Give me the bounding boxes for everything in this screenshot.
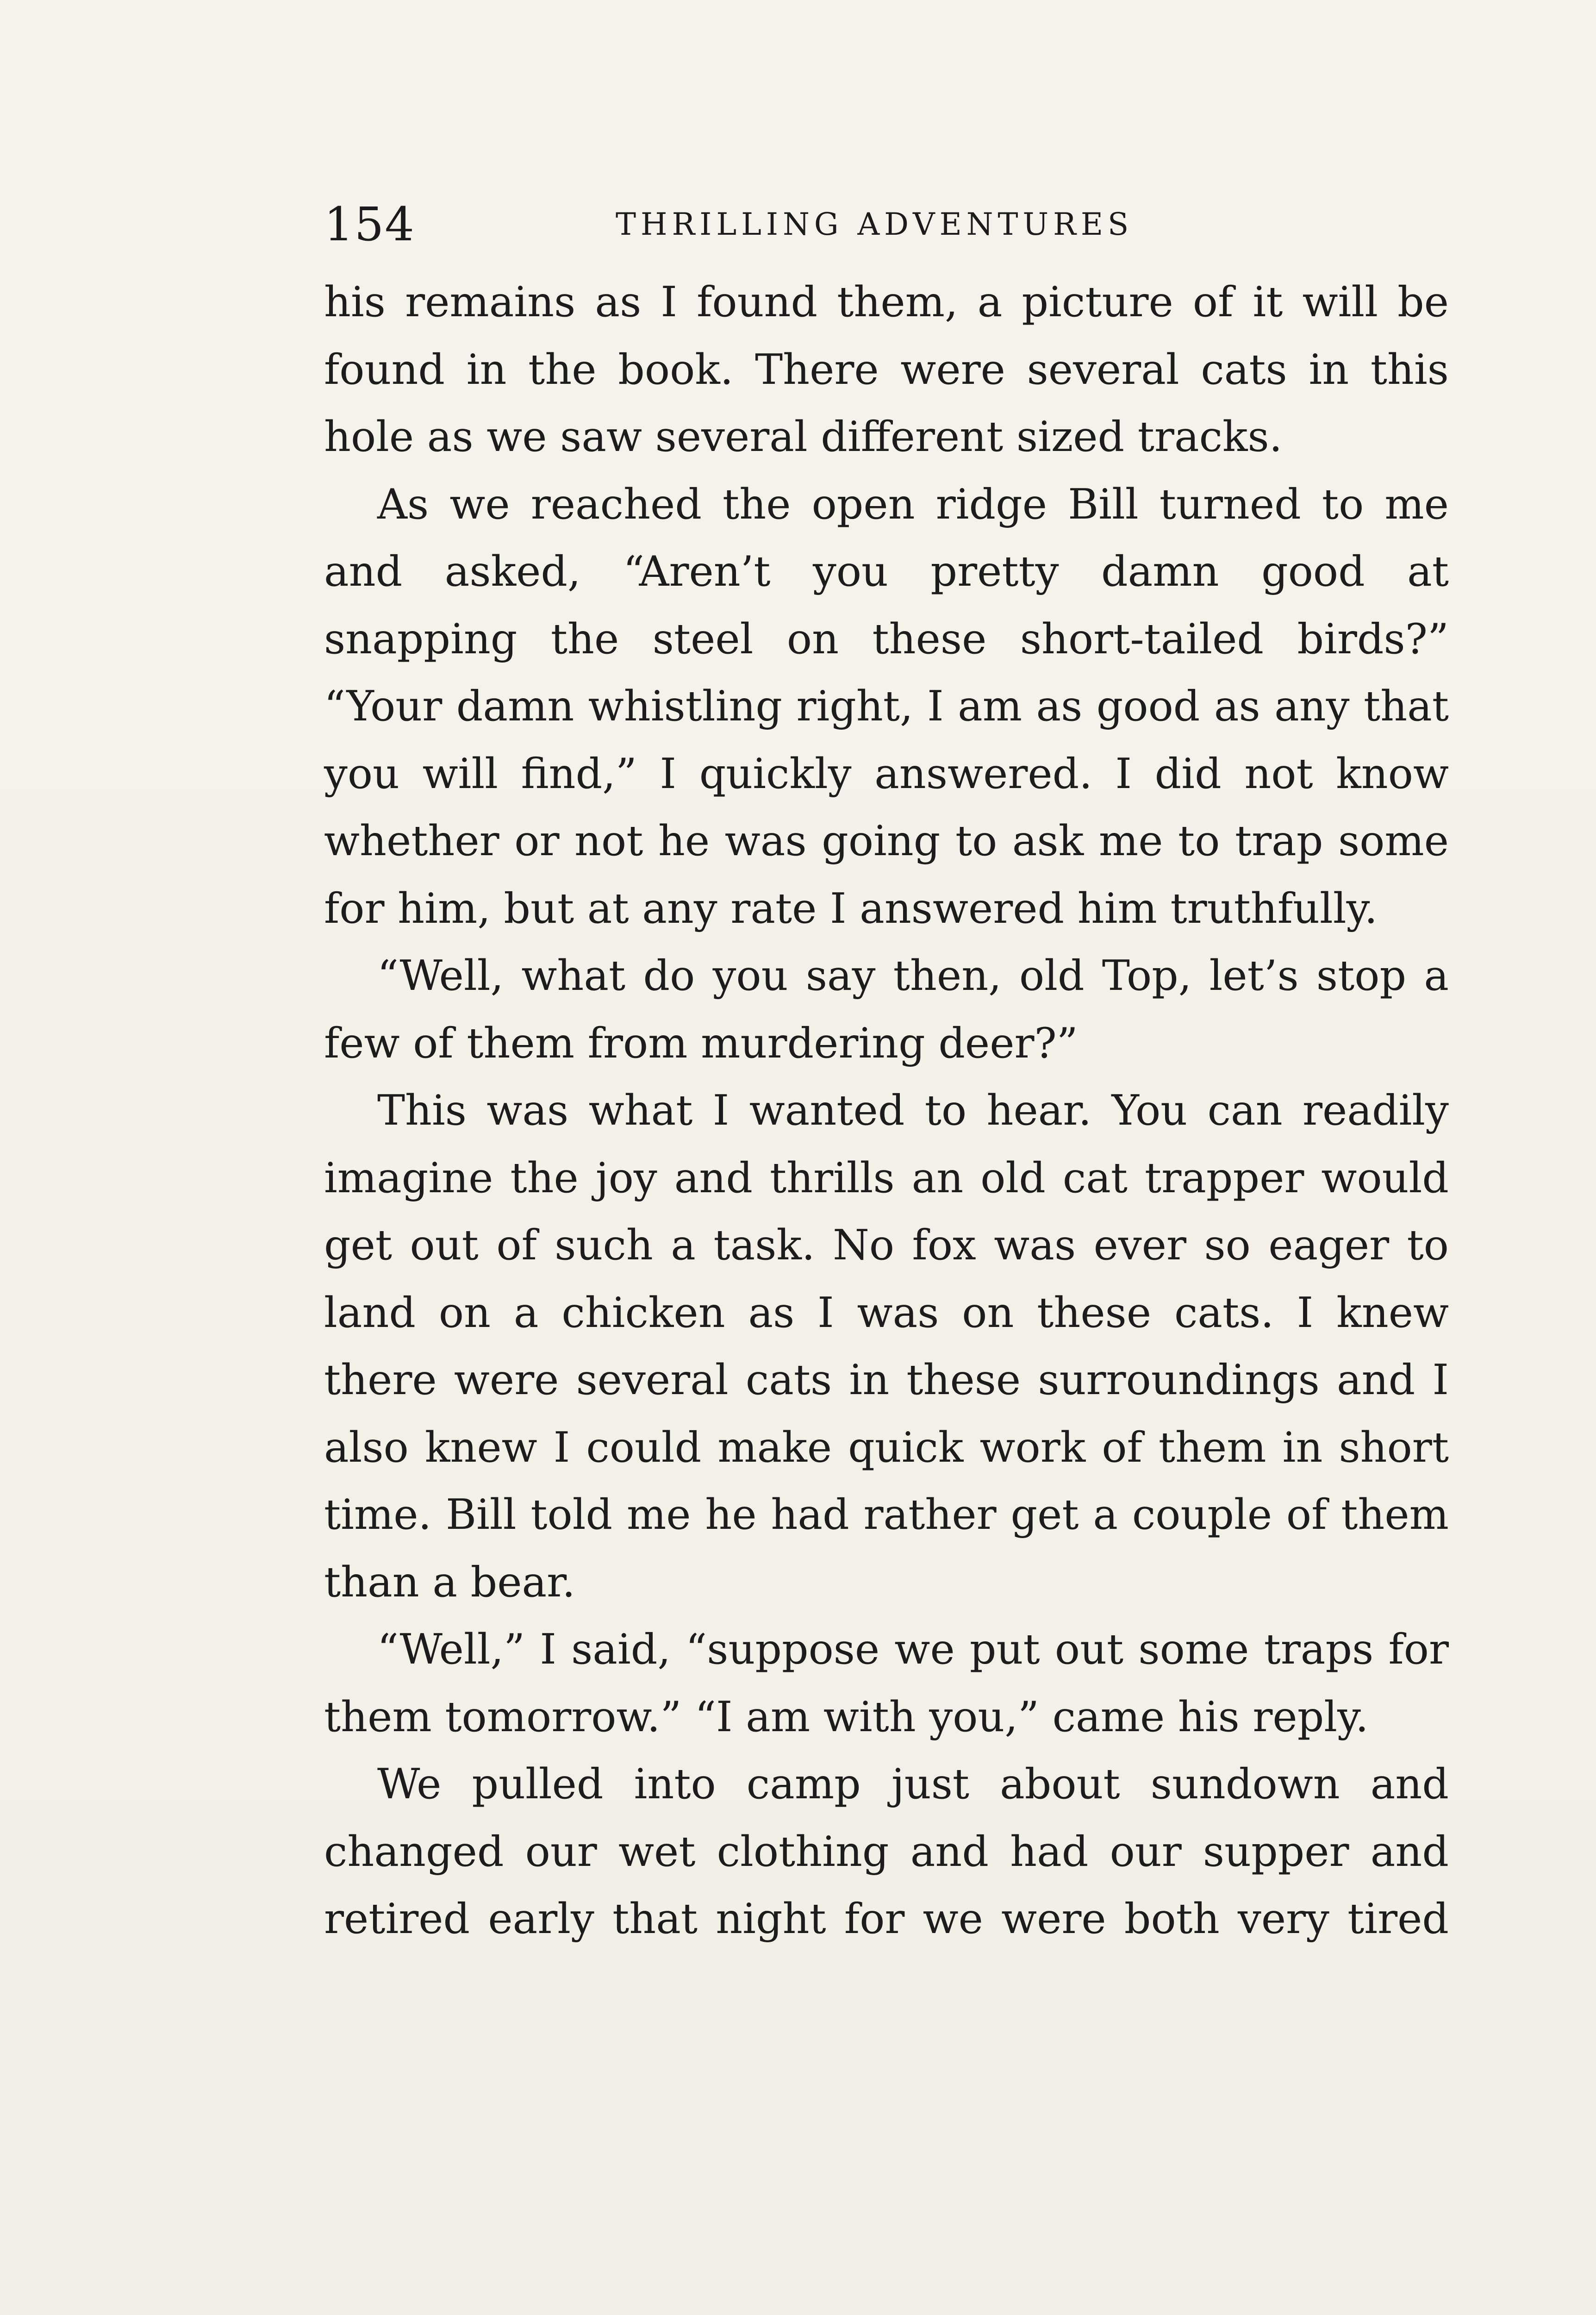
paragraph: This was what I wanted to hear. You can readily imagine the joy and thrills an old cat trapper would get out of such a task. No fox was ever so eager to land on a chicken as I was on these cats. I knew there were several cats in these surroundings and I also knew I could make quick work of them in short time. Bill told me he had rather get a couple of them than a bear. <box>324 1086 1449 1607</box>
body-text <box>324 269 1449 1953</box>
page-number: 154 <box>324 197 415 251</box>
paragraph: “Well, what do you say then, old Top, let’s stop a few of them from murdering deer?” <box>324 951 1449 1068</box>
paragraph: As we reached the open ridge Bill turned to me and asked, “Aren’t you pretty damn good at snapping the steel on these short-tailed birds?” “Your damn whistling right, I am as good as any that you will find,” I quickly answered. I did not know whether or not he was going to ask me to trap some for him, but at any rate I answered him truthfully. <box>324 480 1449 933</box>
paragraph: “Well,” I said, “suppose we put out some traps for them tomorrow.” “I am with you,” came his reply. <box>324 1625 1449 1741</box>
page-header <box>324 194 1449 255</box>
running-head: THRILLING ADVENTURES <box>616 206 1134 242</box>
paragraph: We pulled into camp just about sundown and changed our wet clothing and had our supper and retired early that night for we were both very tired <box>324 1760 1449 1943</box>
paragraph: his remains as I found them, a picture of it will be found in the book. There were several cats in this hole as we saw several different sized tracks. <box>324 278 1449 461</box>
